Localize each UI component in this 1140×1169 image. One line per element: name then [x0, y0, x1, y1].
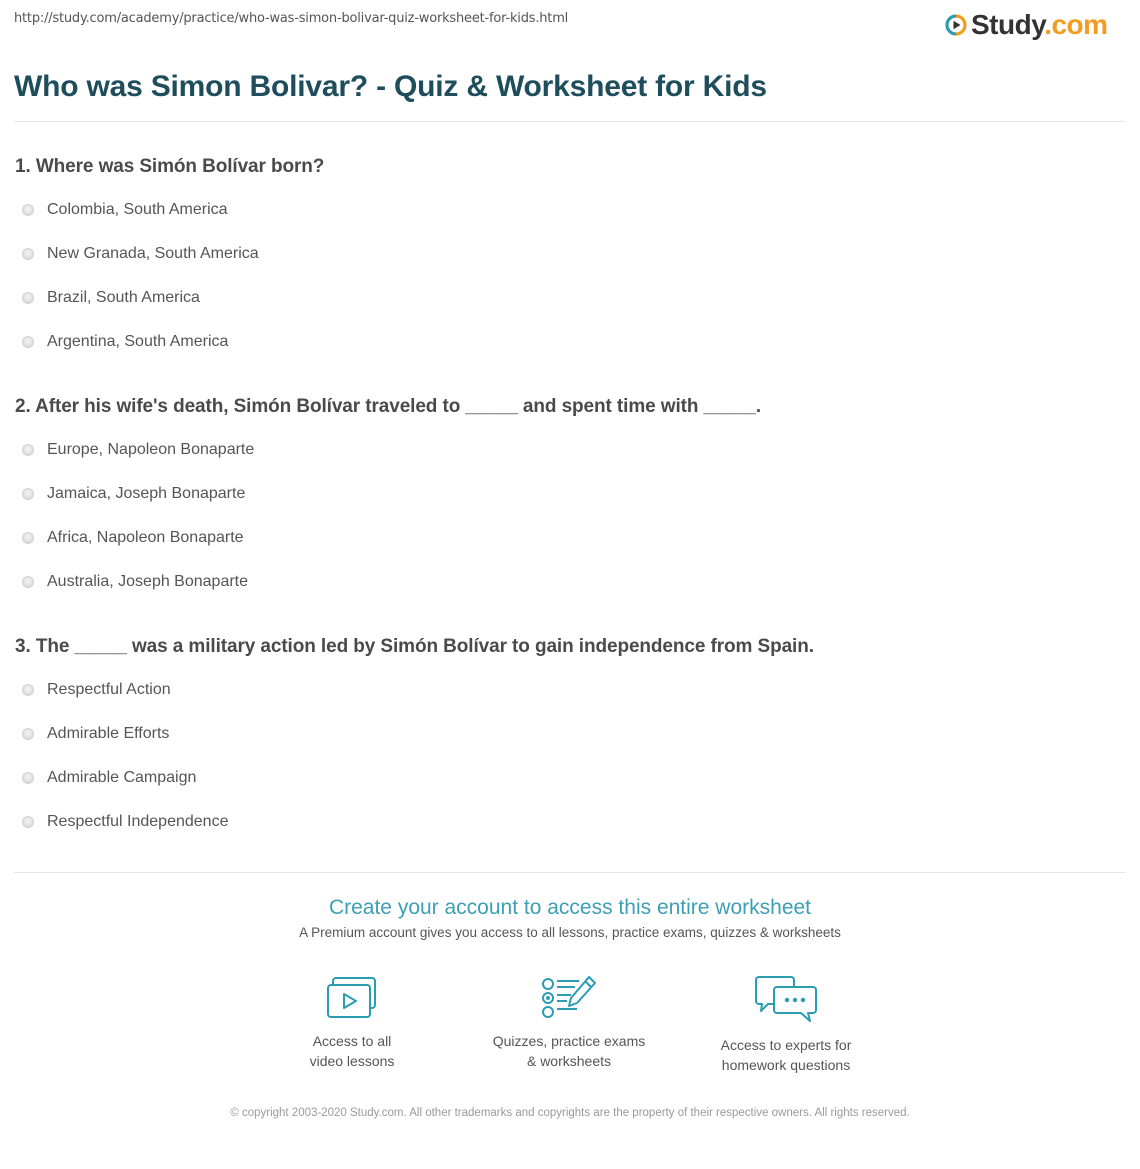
video-lessons-icon [326, 975, 378, 1021]
answer-option[interactable]: New Granada, South America [22, 243, 259, 265]
answer-option[interactable]: Admirable Efforts [22, 723, 169, 745]
radio-button[interactable] [22, 576, 34, 588]
radio-button[interactable] [22, 292, 34, 304]
answer-option[interactable]: Brazil, South America [22, 287, 200, 309]
feature-video-lessons: Access to all video lessons [252, 975, 452, 1071]
answer-option[interactable]: Respectful Action [22, 679, 171, 701]
radio-button[interactable] [22, 532, 34, 544]
radio-button[interactable] [22, 248, 34, 260]
answer-option[interactable]: Respectful Independence [22, 811, 228, 833]
cta-subtitle: A Premium account gives you access to all lessons, practice exams, quizzes & worksheets [299, 925, 841, 940]
radio-button[interactable] [22, 772, 34, 784]
feature-experts: Access to experts for homework questions [686, 975, 886, 1075]
answer-option[interactable]: Colombia, South America [22, 199, 228, 221]
radio-button[interactable] [22, 444, 34, 456]
page-title: Who was Simon Bolivar? - Quiz & Worksheet for Kids [14, 70, 767, 103]
divider [14, 121, 1126, 122]
page-url: http://study.com/academy/practice/who-was-simon-bolivar-quiz-worksheet-for-kids.html [14, 11, 569, 26]
logo-wordmark: Study.com [971, 9, 1108, 40]
copyright-notice: © copyright 2003-2020 Study.com. All other trademarks and copyrights are the property of their respective owners. All rights reserved. [230, 1107, 910, 1119]
answer-option[interactable]: Africa, Napoleon Bonaparte [22, 527, 244, 549]
radio-button[interactable] [22, 816, 34, 828]
question-1: 1. Where was Simón Bolívar born? [15, 156, 325, 177]
answer-option[interactable]: Argentina, South America [22, 331, 228, 353]
answer-option[interactable]: Europe, Napoleon Bonaparte [22, 439, 254, 461]
answer-option[interactable]: Jamaica, Joseph Bonaparte [22, 483, 245, 505]
radio-button[interactable] [22, 204, 34, 216]
play-circle-logo-icon [945, 14, 967, 36]
divider [14, 872, 1126, 873]
chat-bubbles-icon [754, 975, 818, 1025]
quiz-checklist-icon [541, 975, 597, 1021]
radio-button[interactable] [22, 488, 34, 500]
radio-button[interactable] [22, 336, 34, 348]
question-3: 3. The _____ was a military action led by Simón Bolívar to gain independence from Spain. [15, 636, 814, 657]
answer-option[interactable]: Admirable Campaign [22, 767, 196, 789]
study-logo[interactable] [945, 9, 1108, 41]
question-2: 2. After his wife's death, Simón Bolívar traveled to _____ and spent time with _____. [15, 396, 762, 417]
answer-option[interactable]: Australia, Joseph Bonaparte [22, 571, 248, 593]
radio-button[interactable] [22, 684, 34, 696]
feature-quizzes: Quizzes, practice exams & worksheets [469, 975, 669, 1071]
radio-button[interactable] [22, 728, 34, 740]
create-account-link[interactable]: Create your account to access this entire worksheet [328, 896, 812, 919]
